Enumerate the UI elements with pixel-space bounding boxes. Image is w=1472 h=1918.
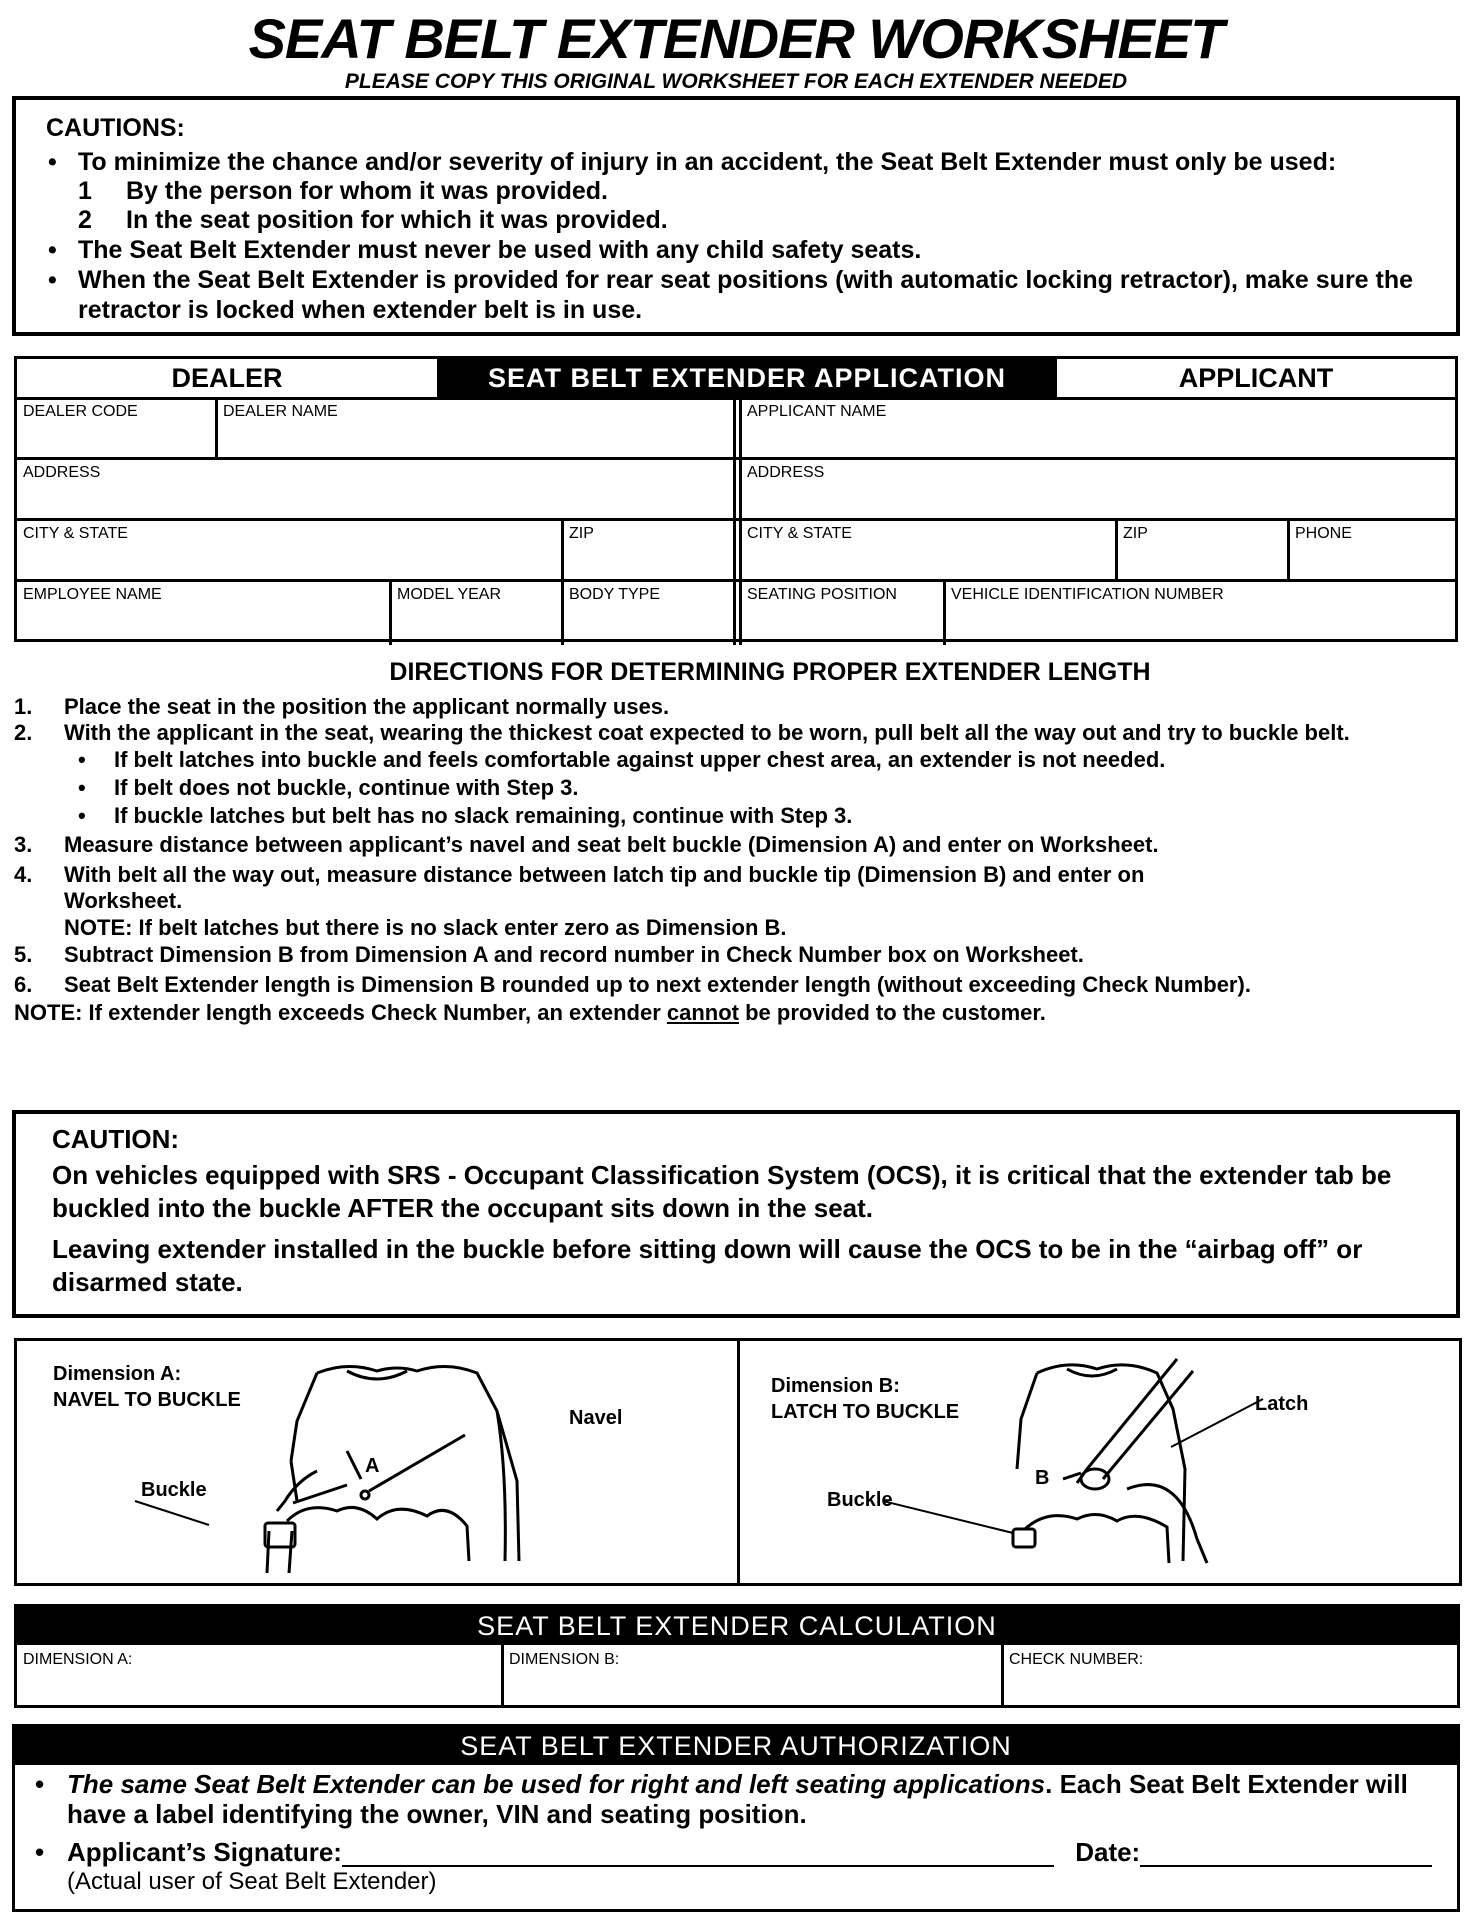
- date-field[interactable]: [1140, 1841, 1432, 1867]
- caution-bullet: • When the Seat Belt Extender is provided for rear seat positions (with automatic locking retractor), make sure the retractor is locked when extender belt is in use.: [46, 265, 1426, 325]
- dimension-b-field[interactable]: DIMENSION B:: [509, 1651, 620, 1668]
- direction-note: NOTE: If belt latches but there is no slack enter zero as Dimension B.: [64, 915, 787, 940]
- direction-step: 6. Seat Belt Extender length is Dimension B rounded up to next extender length (without exceeding Check Number).: [14, 972, 1251, 997]
- buckle-label: Buckle: [141, 1479, 207, 1501]
- page-subtitle: PLEASE COPY THIS ORIGINAL WORKSHEET FOR EACH EXTENDER NEEDED: [344, 70, 1128, 93]
- authorization-bullet: • The same Seat Belt Extender can be used for right and left seating applications. Each Seat Belt Extender will have a label identifying the owner, VIN and seating position.: [29, 1769, 1439, 1829]
- application-form: [14, 356, 1458, 642]
- dealer-address-field[interactable]: ADDRESS: [23, 464, 101, 481]
- employee-name-field[interactable]: EMPLOYEE NAME: [23, 586, 162, 603]
- applicant-city-state-field[interactable]: CITY & STATE: [747, 525, 852, 542]
- dealer-zip-field[interactable]: ZIP: [569, 525, 594, 542]
- direction-step: 1. Place the seat in the position the applicant normally uses.: [14, 694, 670, 719]
- applicant-name-field[interactable]: APPLICANT NAME: [747, 403, 887, 420]
- latch-label: Latch: [1255, 1393, 1309, 1415]
- signature-label: Applicant’s Signature:: [67, 1837, 342, 1867]
- applicant-zip-field[interactable]: ZIP: [1123, 525, 1148, 542]
- signature-field[interactable]: [342, 1841, 1054, 1867]
- signature-row: [29, 1837, 1439, 1897]
- dimension-diagrams: [14, 1338, 1462, 1586]
- dimension-b-letter: B: [1035, 1467, 1050, 1489]
- buckle-pointer-line-b: [881, 1497, 1021, 1537]
- directions-list: [14, 694, 1464, 1028]
- dimension-a-field[interactable]: DIMENSION A:: [23, 1651, 133, 1668]
- dealer-header: DEALER: [171, 363, 283, 393]
- dimension-b-title: Dimension B:: [771, 1375, 900, 1397]
- cautions-box: [12, 96, 1460, 336]
- vin-field[interactable]: VEHICLE IDENTIFICATION NUMBER: [951, 586, 1224, 603]
- authorization-section: [12, 1724, 1460, 1912]
- caution-bullet: • To minimize the chance and/or severity of injury in an accident, the Seat Belt Extender must only be used:: [46, 147, 1426, 177]
- direction-step: 2. With the applicant in the seat, wearing the thickest coat expected to be worn, pull belt all the way out and try to buckle belt.: [14, 720, 1350, 745]
- buckle-pointer-line: [133, 1495, 213, 1535]
- signature-note: (Actual user of Seat Belt Extender): [67, 1868, 437, 1895]
- navel-label: Navel: [569, 1407, 623, 1429]
- direction-step: 5. Subtract Dimension B from Dimension A and record number in Check Number box on Worksheet.: [14, 942, 1084, 967]
- caution-sub-item: 1 By the person for whom it was provided.: [78, 177, 609, 205]
- latch-to-buckle-illustration: [977, 1349, 1257, 1579]
- application-header: SEAT BELT EXTENDER APPLICATION: [437, 359, 1057, 397]
- dealer-code-field[interactable]: DEALER CODE: [23, 403, 138, 420]
- directions-note: NOTE: If extender length exceeds Check Number, an extender cannot be provided to the customer.: [14, 1000, 1046, 1025]
- caution-paragraph: On vehicles equipped with SRS - Occupant Classification System (OCS), it is critical that the extender tab be buckled into the buckle AFTER the occupant sits down in the seat.: [52, 1160, 1392, 1223]
- dimension-b-subtitle: LATCH TO BUCKLE: [771, 1401, 960, 1423]
- applicant-address-field[interactable]: ADDRESS: [747, 464, 825, 481]
- caution-bullet: • The Seat Belt Extender must never be used with any child safety seats.: [46, 235, 1426, 265]
- latch-pointer-line: [1167, 1395, 1267, 1455]
- authorization-header: SEAT BELT EXTENDER AUTHORIZATION: [15, 1727, 1457, 1765]
- dealer-city-state-field[interactable]: CITY & STATE: [23, 525, 128, 542]
- calculation-section: [14, 1604, 1460, 1708]
- model-year-field[interactable]: MODEL YEAR: [397, 586, 502, 603]
- body-type-field[interactable]: BODY TYPE: [569, 586, 660, 603]
- direction-sub-bullet: • If belt latches into buckle and feels comfortable against upper chest area, an extender is not needed.: [14, 746, 1464, 774]
- caution-heading: CAUTION:: [52, 1124, 180, 1154]
- applicant-header: APPLICANT: [1178, 363, 1334, 393]
- direction-sub-bullet: • If belt does not buckle, continue with Step 3.: [14, 774, 1464, 802]
- cautions-heading: CAUTIONS:: [46, 114, 185, 142]
- dimension-a-subtitle: NAVEL TO BUCKLE: [53, 1389, 241, 1411]
- buckle-label-b: Buckle: [827, 1489, 893, 1511]
- direction-step: 4. With belt all the way out, measure distance between latch tip and buckle tip (Dimension B) and enter on Worksheet.: [14, 862, 1145, 913]
- caution-paragraph: Leaving extender installed in the buckle before sitting down will cause the OCS to be in the “airbag off” or disarmed state.: [52, 1234, 1363, 1297]
- check-number-field[interactable]: CHECK NUMBER:: [1009, 1651, 1144, 1668]
- dimension-a-letter: A: [365, 1455, 380, 1477]
- page-title: SEAT BELT EXTENDER WORKSHEET: [248, 7, 1224, 70]
- caution-sub-item: 2 In the seat position for which it was provided.: [78, 206, 668, 234]
- dimension-a-title: Dimension A:: [53, 1363, 182, 1385]
- direction-step: 3. Measure distance between applicant’s navel and seat belt buckle (Dimension A) and enter on Worksheet.: [14, 832, 1159, 857]
- seating-position-field[interactable]: SEATING POSITION: [747, 586, 897, 603]
- navel-to-buckle-illustration: [197, 1351, 617, 1581]
- applicant-phone-field[interactable]: PHONE: [1295, 525, 1352, 542]
- direction-sub-bullet: • If buckle latches but belt has no slack remaining, continue with Step 3.: [14, 802, 1464, 830]
- ocs-caution-box: [12, 1110, 1460, 1318]
- date-label: Date:: [1075, 1837, 1141, 1867]
- calculation-header: SEAT BELT EXTENDER CALCULATION: [17, 1607, 1457, 1645]
- directions-heading: DIRECTIONS FOR DETERMINING PROPER EXTENDER LENGTH: [389, 658, 1151, 686]
- dealer-name-field[interactable]: DEALER NAME: [223, 403, 338, 420]
